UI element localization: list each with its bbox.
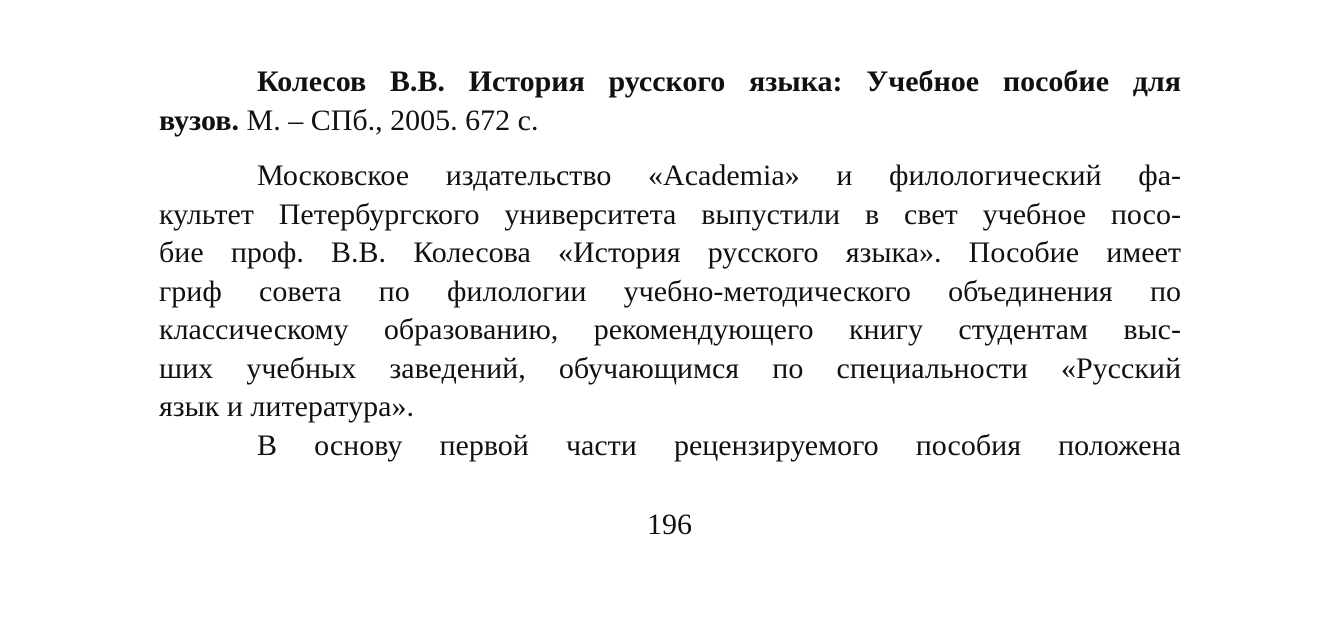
paragraph-2-line: В основу первой части рецензируемого пособия положена: [257, 428, 1181, 462]
paragraph-1-line: культет Петербургского университета выпустили в свет учебное посо-: [159, 197, 1181, 231]
paragraph-1-line: язык и литература».: [159, 390, 414, 423]
paragraph-1-line: гриф совета по филологии учебно-методического объединения по: [159, 274, 1181, 308]
book-citation: [159, 63, 1181, 140]
body-text: [159, 63, 1181, 465]
paragraph-1-line: бие проф. В.В. Колесова «История русского языка». Пособие имеет: [159, 236, 1181, 269]
paragraph-1-line: Московское издательство «Academia» и филологический фа-: [257, 159, 1181, 192]
citation-line-1: [159, 63, 1181, 102]
citation-title: Колесов В.В. История русского языка: Учебное пособие для: [257, 65, 1181, 98]
paragraph-1-line: ших учебных заведений, обучающимся по специальности «Русский: [159, 351, 1181, 385]
paragraph-1: [159, 157, 1181, 427]
citation-publication-info: М. – СПб., 2005. 672 с.: [239, 103, 539, 137]
paragraph-2: [159, 427, 1181, 466]
citation-title-end: вузов.: [159, 103, 240, 137]
page-number: 196: [647, 508, 692, 541]
paragraph-1-line: классическому образованию, рекомендующего книгу студентам выс-: [159, 313, 1181, 346]
citation-line-2: [159, 102, 1181, 141]
